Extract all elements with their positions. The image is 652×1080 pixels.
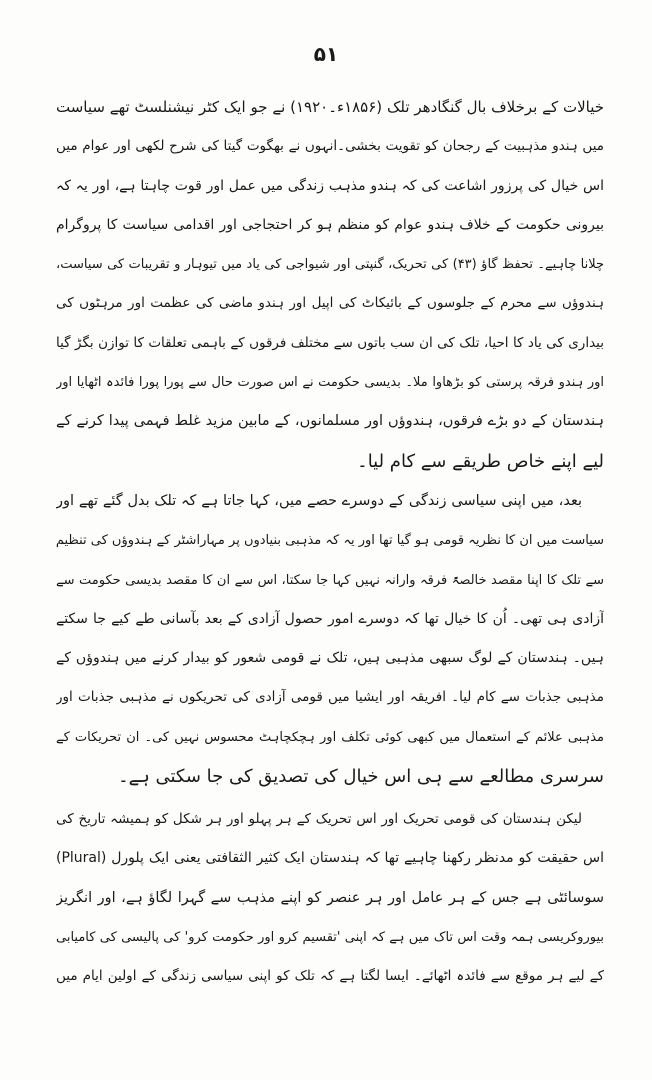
text-line: بیرونی حکومت کے خلاف ہندو عوام کو منظم ہو کر احتجاجی اور اقدامی سیاست کا پروگرام — [56, 216, 604, 233]
text-line: اور ہندو فرقہ پرستی کو بڑھاوا ملا۔ بدیسی حکومت نے اس صورت حال سے پورا پورا فائدہ اٹھایا اور — [56, 375, 604, 391]
text-line: چلانا چاہیے۔ تحفظ گاؤ (۴۳) کی تحریک، گنپتی اور شیواجی کی یاد میں تیوہار و تقریبات کی سیاست، — [56, 257, 604, 273]
text-line: سوسائٹی ہے جس کے ہر عامل اور ہر عنصر کو اپنے مذہب سے گہرا لگاؤ ہے، اور انگریز — [56, 889, 604, 906]
text-line: مذہبی علائم کے استعمال میں کبھی کوئی تکلف اور ہچکچاہٹ محسوس نہیں کی۔ ان تحریکات کے — [56, 729, 604, 745]
text-line: مذہبی جذبات سے کام لیا۔ افریقہ اور ایشیا میں قومی آزادی کی تحریکوں نے مذہبی جذبات اور — [56, 689, 604, 706]
text-line: کے لیے ہر موقع سے فائدہ اٹھائے۔ ایسا لگتا ہے کہ تلک کو اپنی سیاسی زندگی کے اولین ایام میں — [56, 968, 604, 985]
paragraph-1 — [56, 88, 604, 481]
text-line: اس حقیقت کو مدنظر رکھنا چاہیے تھا کہ ہندستان ایک کثیر الثقافتی یعنی ایک پلورل (Plural) — [56, 850, 604, 867]
text-line: ہیں۔ ہندستان کے لوگ سبھی مذہبی ہیں، تلک نے قومی شعور کو بیدار کرنے میں ہندوؤں کے — [56, 650, 604, 667]
text-line: سیاست میں ان کا نظریہ قومی ہو گیا تھا اور یہ کہ مذہبی بنیادوں پر مہاراشٹر کے ہندوؤں کی تنظیم — [56, 533, 604, 549]
page-number: ۵۱ — [313, 42, 339, 66]
text-line: بیداری کی یاد کا احیا، تلک کی ان سب باتوں سے مختلف فرقوں کے باہمی تعلقات کا توازن بگڑ گیا — [56, 334, 604, 351]
text-line: ہندستان کے دو بڑے فرقوں، ہندوؤں اور مسلمانوں، کے مابین مزید غلط فہمی پیدا کرنے کے — [56, 413, 604, 430]
text-line: بعد، میں اپنی سیاسی زندگی کے دوسرے حصے میں، کہا جاتا ہے کہ تلک بدل گئے تھے اور — [56, 493, 582, 509]
text-line: میں ہندو مذہبیت کے رجحان کو تقویت بخشی۔انہوں نے بھگوت گیتا کی شرح لکھی اور عوام میں — [56, 138, 604, 155]
text-line: لیے اپنے خاص طریقے سے کام لیا۔ — [357, 450, 604, 472]
text-line: آزادی ہی تھی۔ اُن کا خیال تھا کہ دوسرے امور حصول آزادی کے بعد بآسانی طے کیے جا سکتے — [56, 610, 604, 627]
text-line: بیوروکریسی ہمہ وقت اس تاک میں ہے کہ اپنی 'تقسیم کرو اور حکومت کرو' کی پالیسی کی کامیابی — [56, 929, 604, 945]
paragraph-3 — [56, 800, 604, 996]
text-line: خیالات کے برخلاف بال گنگادھر تلک (۱۸۵۶ء۔۱۹۲۰) نے جو ایک کٹر نیشنلسٹ تھے سیاست — [56, 98, 604, 116]
paragraph-2 — [56, 482, 604, 796]
text-line: اس خیال کی پرزور اشاعت کی کہ ہندو مذہب زندگی میں عمل اور قوت چاہتا ہے، اور یہ کہ — [56, 177, 604, 194]
text-line: سے تلک کا اپنا مقصد خالصۃً فرقہ وارانہ نہیں کہا جا سکتا، اس سے ان کا مقصد بدیسی حکومت سے — [56, 572, 604, 588]
text-line: سرسری مطالعے سے ہی اس خیال کی تصدیق کی جا سکتی ہے۔ — [118, 766, 604, 788]
text-line: ہندوؤں سے محرم کے جلوسوں کے بائیکاٹ کی اپیل اور ہندو ماضی کی عظمت اور مرہٹوں کی — [56, 295, 604, 312]
text-line: لیکن ہندستان کی قومی تحریک اور اس تحریک کے ہر پہلو اور ہر شکل کو ہمیشہ تاریخ کی — [56, 811, 582, 827]
